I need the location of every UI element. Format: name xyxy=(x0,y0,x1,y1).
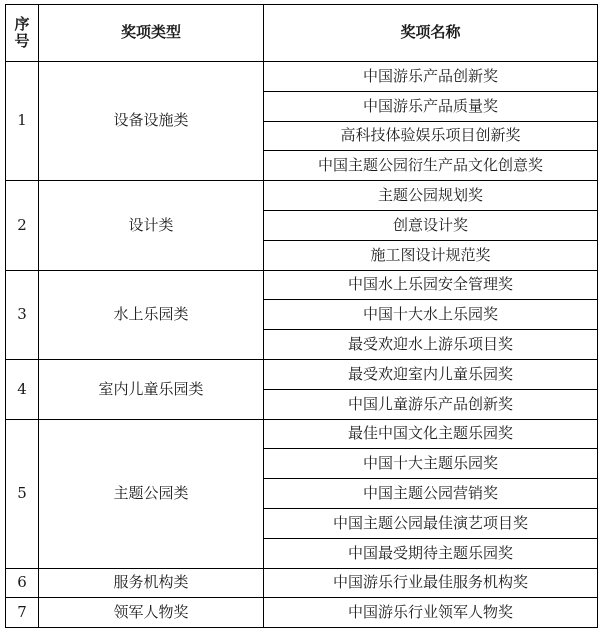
seq-cell: 1 xyxy=(6,62,39,181)
table-row xyxy=(6,568,598,598)
table-row xyxy=(6,598,598,628)
awards-table xyxy=(5,4,598,628)
award-cell: 高科技体验娱乐项目创新奖 xyxy=(264,121,598,151)
category-cell: 领军人物奖 xyxy=(39,598,264,628)
award-cell: 施工图设计规范奖 xyxy=(264,240,598,270)
award-cell: 最受欢迎室内儿童乐园奖 xyxy=(264,359,598,389)
seq-cell: 6 xyxy=(6,568,39,598)
award-cell: 创意设计奖 xyxy=(264,210,598,240)
award-cell: 中国主题公园营销奖 xyxy=(264,479,598,509)
category-cell: 水上乐园类 xyxy=(39,270,264,359)
award-cell: 主题公园规划奖 xyxy=(264,181,598,211)
header-category: 奖项类型 xyxy=(39,5,264,62)
table-row xyxy=(6,419,598,449)
header-name: 奖项名称 xyxy=(264,5,598,62)
category-cell: 主题公园类 xyxy=(39,419,264,568)
table-row xyxy=(6,270,598,300)
seq-cell: 7 xyxy=(6,598,39,628)
header-seq-line1: 序 xyxy=(14,14,30,33)
award-cell: 中国水上乐园安全管理奖 xyxy=(264,270,598,300)
award-cell: 中国游乐行业领军人物奖 xyxy=(264,598,598,628)
award-cell: 最佳中国文化主题乐园奖 xyxy=(264,419,598,449)
award-cell: 中国主题公园衍生产品文化创意奖 xyxy=(264,151,598,181)
category-cell: 设计类 xyxy=(39,181,264,270)
table-row xyxy=(6,181,598,211)
award-cell: 中国游乐产品创新奖 xyxy=(264,62,598,92)
header-seq xyxy=(6,5,39,62)
award-cell: 中国主题公园最佳演艺项目奖 xyxy=(264,508,598,538)
award-cell: 中国十大水上乐园奖 xyxy=(264,300,598,330)
seq-cell: 3 xyxy=(6,270,39,359)
table-row xyxy=(6,62,598,92)
award-cell: 最受欢迎水上游乐项目奖 xyxy=(264,330,598,360)
seq-cell: 2 xyxy=(6,181,39,270)
category-cell: 设备设施类 xyxy=(39,62,264,181)
award-cell: 中国十大主题乐园奖 xyxy=(264,449,598,479)
header-seq-line2: 号 xyxy=(14,32,30,50)
category-cell: 服务机构类 xyxy=(39,568,264,598)
table-row xyxy=(6,359,598,389)
award-cell: 中国游乐产品质量奖 xyxy=(264,91,598,121)
award-cell: 中国游乐行业最佳服务机构奖 xyxy=(264,568,598,598)
seq-cell: 5 xyxy=(6,419,39,568)
seq-cell: 4 xyxy=(6,359,39,419)
award-cell: 中国最受期待主题乐园奖 xyxy=(264,538,598,568)
category-cell: 室内儿童乐园类 xyxy=(39,359,264,419)
header-row xyxy=(6,5,598,62)
award-cell: 中国儿童游乐产品创新奖 xyxy=(264,389,598,419)
